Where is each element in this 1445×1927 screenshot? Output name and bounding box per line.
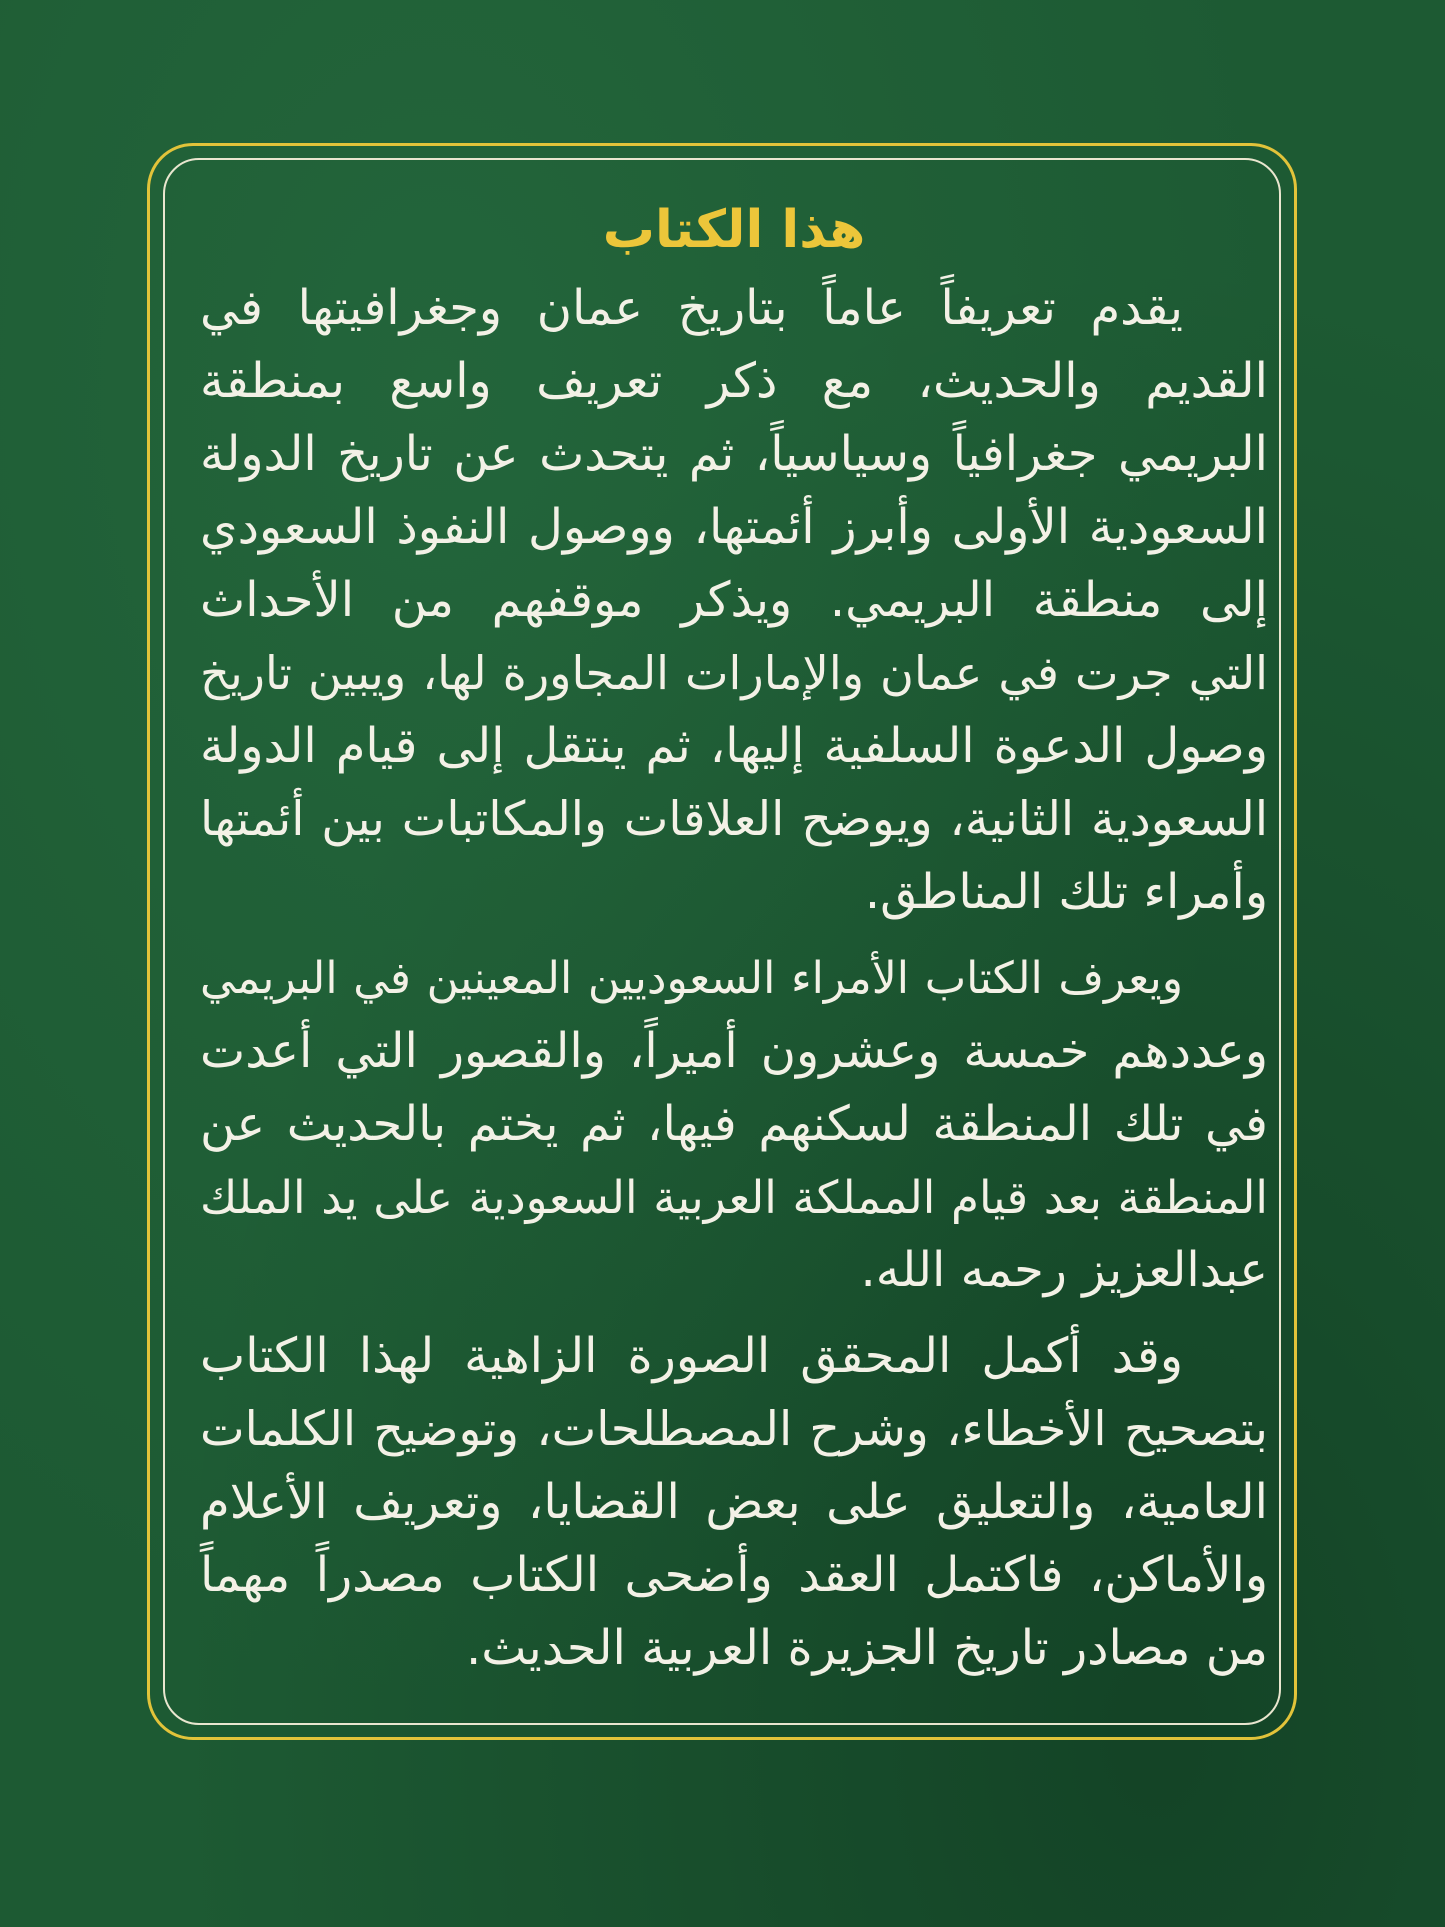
text-line: العامية، والتعليق على بعض القضايا، وتعريف الأعلام — [200, 1474, 1268, 1530]
text-line: المنطقة بعد قيام المملكة العربية السعودية على يد الملك — [200, 1171, 1268, 1224]
text-line: من مصادر تاريخ الجزيرة العربية الحديث. — [465, 1620, 1268, 1676]
text-line: وعددهم خمسة وعشرون أميراً، والقصور التي أعدت — [200, 1023, 1268, 1079]
text-line: عبدالعزيز رحمه الله. — [860, 1242, 1268, 1298]
section-title: هذا الكتاب — [602, 200, 866, 260]
text-line: وقد أكمل المحقق الصورة الزاهية لهذا الكتاب — [200, 1328, 1183, 1384]
text-line: إلى منطقة البريمي. ويذكر موقفهم من الأحداث — [200, 572, 1268, 628]
text-line: ويعرف الكتاب الأمراء السعوديين المعينين في البريمي — [200, 953, 1183, 1004]
text-line: في تلك المنطقة لسكنهم فيها، ثم يختم بالحديث عن — [200, 1096, 1268, 1152]
text-line: السعودية الأولى وأبرز أئمتها، ووصول النفوذ السعودي — [200, 499, 1268, 555]
text-line: القديم والحديث، مع ذكر تعريف واسع بمنطقة — [200, 353, 1268, 409]
paragraph-3 — [200, 1320, 1268, 1685]
paragraph-1 — [200, 272, 1268, 929]
text-line: وأمراء تلك المناطق. — [864, 864, 1268, 920]
paragraph-2 — [200, 942, 1268, 1307]
text-line: يقدم تعريفاً عاماً بتاريخ عمان وجغرافيتها في — [200, 280, 1183, 336]
text-line: بتصحيح الأخطاء، وشرح المصطلحات، وتوضيح الكلمات — [200, 1402, 1268, 1457]
text-line: التي جرت في عمان والإمارات المجاورة لها، ويبين تاريخ — [200, 646, 1268, 700]
text-line: السعودية الثانية، ويوضح العلاقات والمكاتبات بين أئمتها — [200, 792, 1268, 847]
text-line: والأماكن، فاكتمل العقد وأضحى الكتاب مصدراً مهماً — [200, 1547, 1268, 1603]
text-line: البريمي جغرافياً وسياسياً، ثم يتحدث عن تاريخ الدولة — [200, 426, 1268, 482]
text-line: وصول الدعوة السلفية إليها، ثم ينتقل إلى قيام الدولة — [200, 718, 1268, 774]
book-description — [200, 190, 1268, 1698]
